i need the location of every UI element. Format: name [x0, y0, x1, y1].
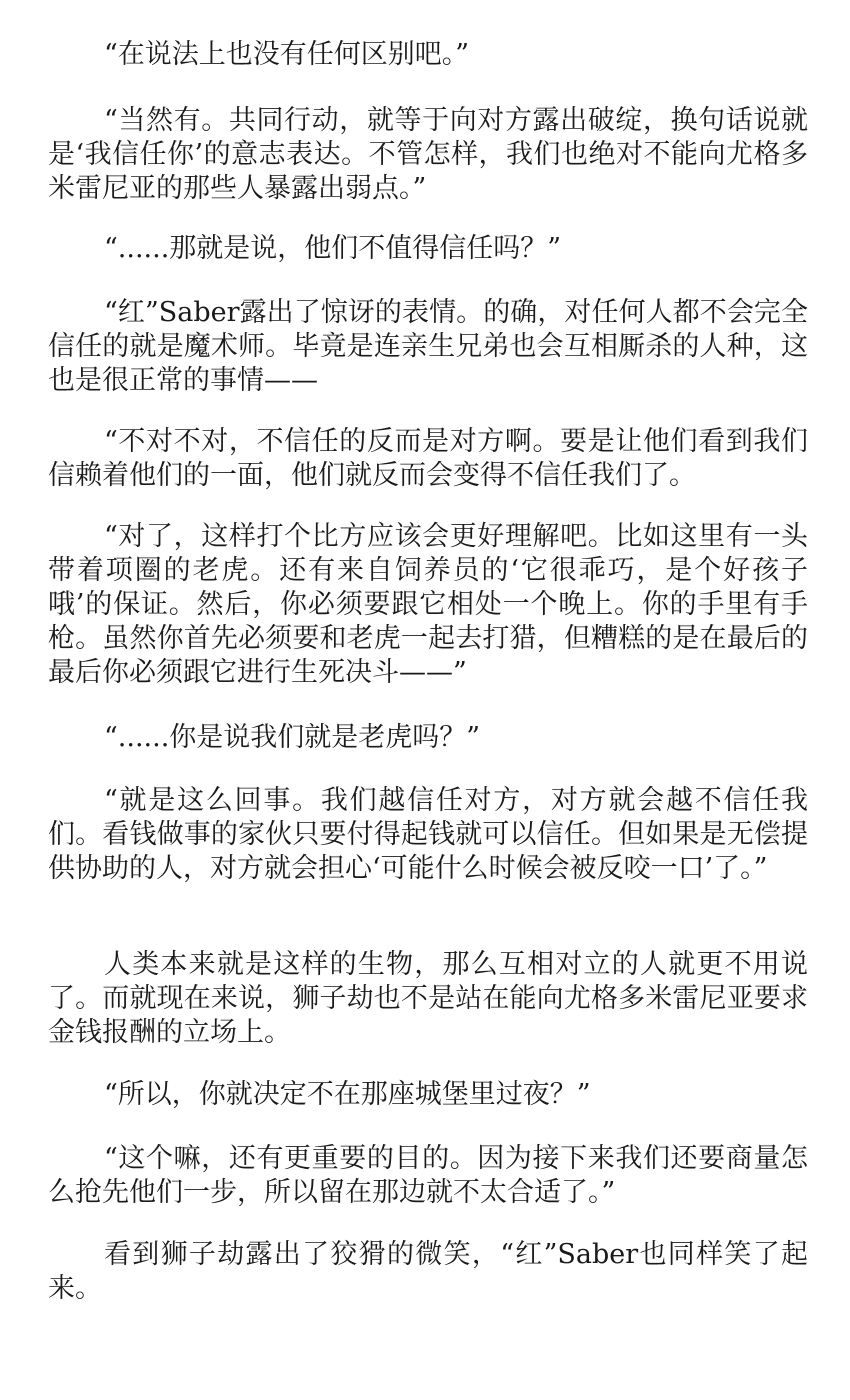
paragraph-4: “红”Saber露出了惊讶的表情。的确，对任何人都不会完全信任的就是魔术师。毕竟是连亲生兄弟也会互相厮杀的人种，这也是很正常的事情——	[48, 297, 808, 396]
paragraph-10: “所以，你就决定不在那座城堡里过夜？”	[104, 1079, 591, 1110]
paragraph-3: “......那就是说，他们不值得信任吗？”	[104, 233, 562, 264]
paragraph-1: “在说法上也没有任何区别吧。”	[104, 39, 470, 70]
paragraph-7: “......你是说我们就是老虎吗？”	[104, 722, 481, 753]
paragraph-12: 看到狮子劫露出了狡猾的微笑，“红”Saber也同样笑了起来。	[48, 1239, 808, 1304]
paragraph-2: “当然有。共同行动，就等于向对方露出破绽，换句话说就是‘我信任你’的意志表达。不管怎样，我们也绝对不能向尤格多米雷尼亚的那些人暴露出弱点。”	[48, 105, 808, 204]
paragraph-11: “这个嘛，还有更重要的目的。因为接下来我们还要商量怎么抢先他们一步，所以留在那边就不太合适了。”	[48, 1143, 808, 1208]
paragraph-9: 人类本来就是这样的生物，那么互相对立的人就更不用说了。而就现在来说，狮子劫也不是站在能向尤格多米雷尼亚要求金钱报酬的立场上。	[48, 949, 808, 1048]
paragraph-8: “就是这么回事。我们越信任对方，对方就会越不信任我们。看钱做事的家伙只要付得起钱就可以信任。但如果是无偿提供协助的人，对方就会担心‘可能什么时候会被反咬一口’了。”	[48, 785, 808, 884]
paragraph-6: “对了，这样打个比方应该会更好理解吧。比如这里有一头带着项圈的老虎。还有来自饲养员的‘它很乖巧，是个好孩子哦’的保证。然后，你必须要跟它相处一个晚上。你的手里有手枪。虽然你首先必须要和老虎一起去打猎，但糟糕的是在最后的最后你必须跟它进行生死决斗——”	[48, 521, 808, 688]
paragraph-5: “不对不对，不信任的反而是对方啊。要是让他们看到我们信赖着他们的一面，他们就反而会变得不信任我们了。	[48, 426, 808, 491]
